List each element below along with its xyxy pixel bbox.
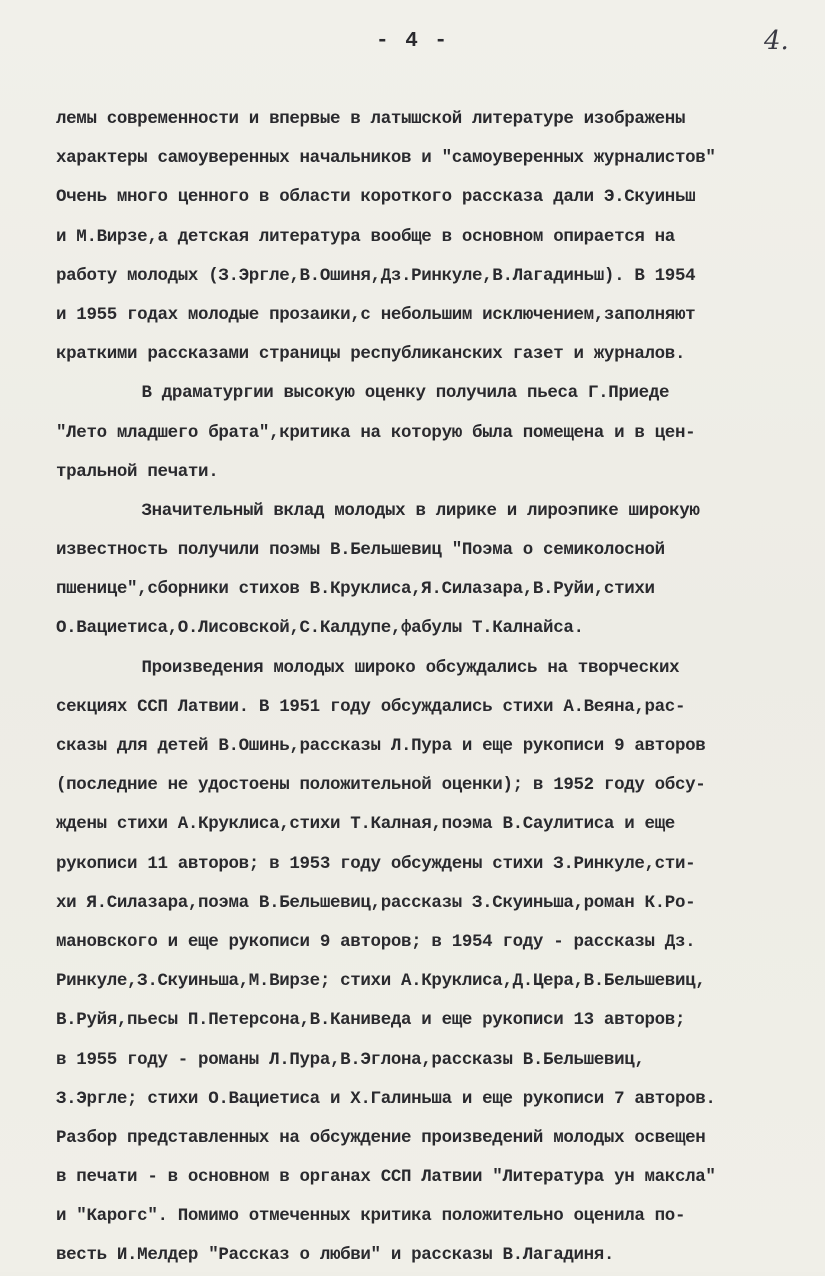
text-line: хи Я.Силазара,поэма В.Бельшевиц,рассказы З.Скуиньша,роман К.Ро- — [56, 892, 696, 913]
text-line: О.Вациетиса,О.Лисовской,С.Калдупе,фабулы Т.Калнайса. — [56, 618, 584, 639]
text-line: и "Карогс". Помимо отмеченных критика положительно оценила по- — [56, 1206, 686, 1227]
text-line: пшенице",сборники стихов В.Круклиса,Я.Силазара,В.Руйи,стихи — [56, 579, 655, 600]
text-line: Разбор представленных на обсуждение произведений молодых освещен — [56, 1127, 706, 1148]
text-line: "Лето младшего брата",критика на которую была помещена и в цен- — [56, 422, 696, 443]
text-line: весть И.Мелдер "Рассказ о любви" и рассказы В.Лагадиня. — [56, 1245, 615, 1266]
text-line: рукописи 11 авторов; в 1953 году обсуждены стихи З.Ринкуле,сти- — [56, 853, 696, 874]
text-line: в 1955 году - романы Л.Пура,В.Эглона,рассказы В.Бельшевиц, — [56, 1049, 645, 1070]
text-line: З.Эргле; стихи О.Вациетиса и Х.Галиньша и еще рукописи 7 авторов. — [56, 1088, 716, 1109]
handwritten-page-mark: 4. — [764, 26, 789, 56]
text-line: Произведения молодых широко обсуждались на творческих — [141, 657, 680, 678]
text-line: Значительный вклад молодых в лирике и лироэпике широкую — [141, 500, 700, 521]
text-line: характеры самоуверенных начальников и "самоуверенных журналистов" — [56, 148, 716, 169]
text-line: в печати - в основном в органах ССП Латвии "Литература ун максла" — [56, 1167, 716, 1188]
text-line: мановского и еще рукописи 9 авторов; в 1954 году - рассказы Дз. — [56, 931, 696, 952]
text-line: работу молодых (З.Эргле,В.Ошиня,Дз.Ринкуле,В.Лагадиньш). В 1954 — [56, 265, 696, 286]
text-line: Очень много ценного в области короткого рассказа дали Э.Скуиньш — [56, 187, 696, 208]
text-line: лемы современности и впервые в латышской литературе изображены — [56, 109, 686, 129]
text-line: Ринкуле,З.Скуиньша,М.Вирзе; стихи А.Круклиса,Д.Цера,В.Бельшевиц, — [56, 971, 706, 992]
text-line: тральной печати. — [56, 461, 219, 482]
text-line: известность получили поэмы В.Бельшевиц "Поэма о семиколосной — [56, 540, 665, 561]
text-line: и 1955 годах молодые прозаики,с небольшим исключением,заполняют — [56, 304, 696, 325]
text-line: сказы для детей В.Ошинь,рассказы Л.Пура и еще рукописи 9 авторов — [56, 736, 706, 756]
text-line: (последние не удостоены положительной оценки); в 1952 году обсу- — [56, 775, 706, 796]
text-line: В.Руйя,пьесы П.Петерсона,В.Каниведа и еще рукописи 13 авторов; — [56, 1010, 686, 1031]
text-line: краткими рассказами страницы республиканских газет и журналов. — [56, 344, 686, 365]
page-number: - 4 - — [375, 30, 449, 53]
text-line: ждены стихи А.Круклиса,стихи Т.Калная,поэма В.Саулитиса и еще — [56, 814, 675, 835]
text-line: и М.Вирзе,а детская литература вообще в основном опирается на — [56, 226, 675, 247]
document-body — [56, 100, 825, 1276]
text-line: секциях ССП Латвии. В 1951 году обсуждались стихи А.Веяна,рас- — [56, 696, 686, 717]
text-line: В драматургии высокую оценку получила пьеса Г.Приеде — [141, 383, 670, 404]
